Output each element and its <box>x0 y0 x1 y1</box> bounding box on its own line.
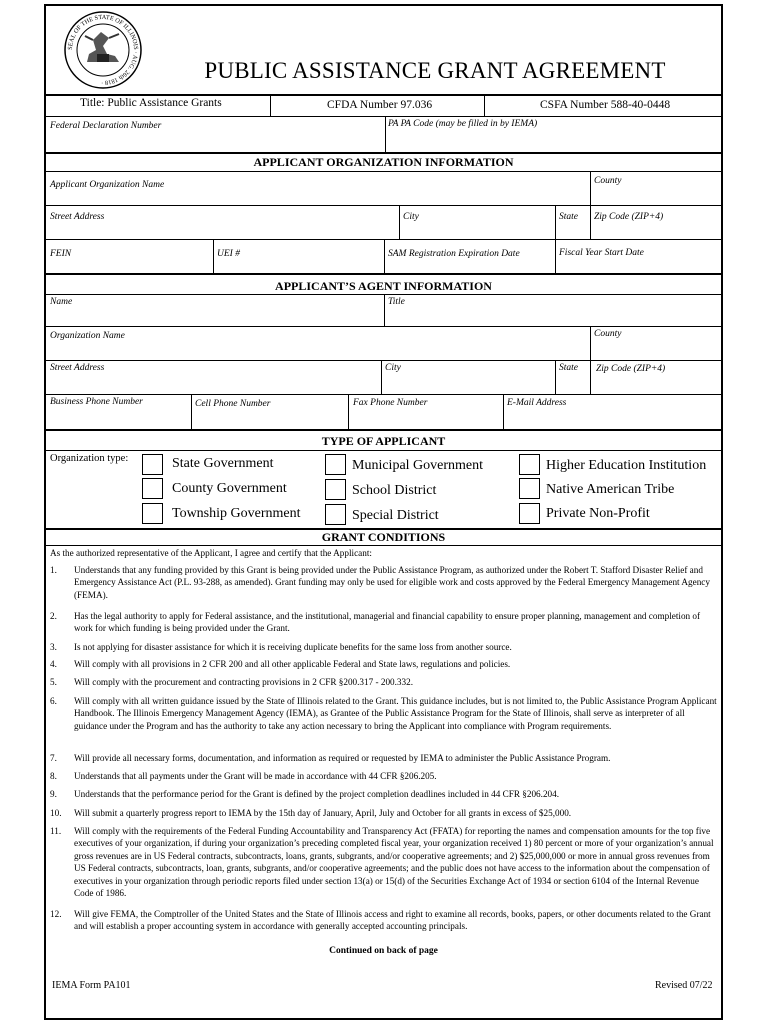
conditions-intro: As the authorized representative of the Applicant, I agree and certify that the Applicant: <box>50 548 372 558</box>
condition-item: 5. Will comply with the procurement and contracting provisions in 2 CFR §200.317 - 200.332. <box>50 677 414 687</box>
csfa-number: CSFA Number 588-40-0448 <box>540 99 671 111</box>
fiscal-year-field[interactable]: Fiscal Year Start Date <box>559 248 644 258</box>
agent-state-field[interactable]: State <box>559 363 578 373</box>
federal-declaration-field[interactable]: Federal Declaration Number <box>50 121 162 131</box>
private-non-profit-label: Private Non-Profit <box>546 506 650 521</box>
agent-county-field[interactable]: County <box>594 329 622 339</box>
applicant-county-field[interactable]: County <box>594 176 622 186</box>
applicant-street-field[interactable]: Street Address <box>50 212 105 222</box>
condition-item: 4. Will comply with all provisions in 2 CFR 200 and all other applicable Federal and State laws, regulations and policies. <box>50 659 511 669</box>
native-american-tribe-label: Native American Tribe <box>546 482 675 497</box>
agent-city-field[interactable]: City <box>385 363 401 373</box>
township-government-label: Township Government <box>172 506 301 521</box>
condition-item: 10. Will submit a quarterly progress report to IEMA by the 15th day of January, April, July and October for all grants in excess of $25,000. <box>50 808 572 818</box>
condition-item: 8. Understands that all payments under the Grant will be made in accordance with 44 CFR §206.205. <box>50 771 437 781</box>
sam-expiration-field[interactable]: SAM Registration Expiration Date <box>388 249 520 259</box>
municipal-government-checkbox[interactable] <box>325 454 346 475</box>
condition-item: 11. Will comply with the requirements of the Federal Funding Accountability and Transparency Act (FFATA) for reporting the names and compensation amounts for the top five executives of your organization, if during your organization’s preceding completed fiscal year, your organization received 1) 80 percent or more of your organization’s annual gross revenues are in US Federal contracts, subcontracts, loans, grants, subgrants, and/or cooperative agreements; and 2) $25,000,000 or more in annual gross revenues from US Federal contracts, subcontracts, loan, grants, subgrants, and/or cooperative agreements; and the public does not have access to the information about the compensation of executives in your organization through periodic reports filed under section 13(a) or 15(d) of the Securities Exchange Act of 1934 or section 6104 of the Internal Revenue Code of 1986. <box>50 826 714 899</box>
school-district-checkbox[interactable] <box>325 479 346 500</box>
condition-item: 2. Has the legal authority to apply for Federal assistance, and the institutional, managerial and financial capability to ensure proper planning, management and completion of work for which funding is being provided under the Grant. <box>50 611 701 634</box>
applicant-state-field[interactable]: State <box>559 212 578 222</box>
cell-phone-field[interactable]: Cell Phone Number <box>195 399 271 409</box>
org-type-label: Organization type: <box>50 453 129 464</box>
applicant-zip-field[interactable]: Zip Code (ZIP+4) <box>594 212 664 222</box>
applicant-city-field[interactable]: City <box>403 212 419 222</box>
revision-date: Revised 07/22 <box>655 980 713 991</box>
cfda-number: CFDA Number 97.036 <box>327 99 433 111</box>
agent-name-field[interactable]: Name <box>50 297 73 307</box>
higher-education-label: Higher Education Institution <box>546 458 707 473</box>
condition-item: 9. Understands that the performance period for the Grant is defined by the project completion deadlines included in 44 CFR §206.204. <box>50 789 560 799</box>
condition-item: 12. Will give FEMA, the Comptroller of the United States and the State of Illinois access and right to examine all records, books, papers, or other documents related to the Grant and will establish a proper accounting system in accordance with generally accepted accounting principals. <box>50 909 711 932</box>
higher-education-checkbox[interactable] <box>519 454 540 475</box>
applicant-section-heading: APPLICANT ORGANIZATION INFORMATION <box>253 155 514 169</box>
state-government-label: State Government <box>172 456 274 471</box>
special-district-label: Special District <box>352 508 439 523</box>
uei-field[interactable]: UEI # <box>217 249 240 259</box>
page-title: PUBLIC ASSISTANCE GRANT AGREEMENT <box>204 58 666 83</box>
pa-code-field[interactable]: PA PA Code (may be filled in by IEMA) <box>388 119 538 129</box>
native-american-tribe-checkbox[interactable] <box>519 478 540 499</box>
agent-zip-field[interactable]: Zip Code (ZIP+4) <box>596 364 666 374</box>
applicant-org-name-field[interactable]: Applicant Organization Name <box>50 180 165 190</box>
conditions-heading: GRANT CONDITIONS <box>321 530 446 544</box>
county-government-checkbox[interactable] <box>142 478 163 499</box>
school-district-label: School District <box>352 483 437 498</box>
agent-org-name-field[interactable]: Organization Name <box>50 331 125 341</box>
continued-note: Continued on back of page <box>329 946 438 956</box>
email-field[interactable]: E-Mail Address <box>507 398 567 408</box>
municipal-government-label: Municipal Government <box>352 458 484 473</box>
agent-title-field[interactable]: Title <box>388 297 405 307</box>
township-government-checkbox[interactable] <box>142 503 163 524</box>
svg-text:SEAL OF THE STATE OF ILLINOIS: SEAL OF THE STATE OF ILLINOIS · AUG. 26th 1818 · <box>66 13 140 87</box>
condition-item: 1. Understands that any funding provided by this Grant is being provided under the Public Assistance Program, as authorized under the Robert T. Stafford Disaster Relief and Emergency Assistance Act (P.L. 93-288, as amended). Grant funding may only be used for eligible work and costs approved by the Federal Emergency Management Agency (FEMA). <box>50 565 710 600</box>
business-phone-field[interactable]: Business Phone Number <box>50 397 143 407</box>
private-non-profit-checkbox[interactable] <box>519 503 540 524</box>
type-section-heading: TYPE OF APPLICANT <box>321 434 446 448</box>
agent-street-field[interactable]: Street Address <box>50 363 105 373</box>
condition-item: 7. Will provide all necessary forms, documentation, and information as required or requested by IEMA to administer the Public Assistance Program. <box>50 753 611 763</box>
county-government-label: County Government <box>172 481 287 496</box>
fax-phone-field[interactable]: Fax Phone Number <box>353 398 428 408</box>
state-seal-logo <box>63 10 143 90</box>
fein-field[interactable]: FEIN <box>50 249 72 259</box>
title-field-label: Title: Public Assistance Grants <box>80 97 222 109</box>
condition-item: 3. Is not applying for disaster assistance for which it is receiving duplicate benefits for the same loss from another source. <box>50 642 512 652</box>
condition-item: 6. Will comply with all written guidance issued by the State of Illinois related to the Grant. This guidance includes, but is not limited to, the Public Assistance Program Applicant Handbook. The Illinois Emergency Management Agency (IEMA), as Grantee of the Public Assistance Program for the State of Illinois, shall serve as interpreter of all guidance under the Program and has the authority to take any action necessary to bring the Applicant into compliance with Program requirements. <box>50 696 717 731</box>
form-number: IEMA Form PA101 <box>52 980 131 991</box>
agent-section-heading: APPLICANT’S AGENT INFORMATION <box>275 279 492 293</box>
special-district-checkbox[interactable] <box>325 504 346 525</box>
state-government-checkbox[interactable] <box>142 454 163 475</box>
